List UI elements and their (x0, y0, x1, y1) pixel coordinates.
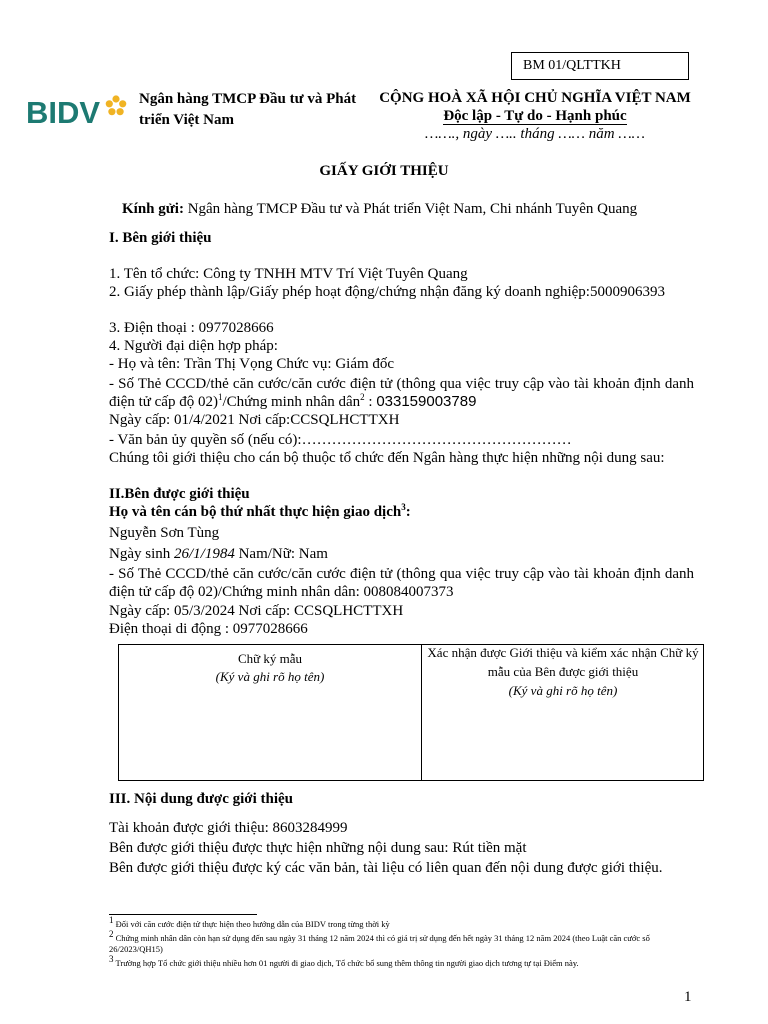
footnote-ref-2: 2 (360, 392, 365, 402)
rep-id-sep: : (364, 394, 377, 410)
intro-text: Chúng tôi giới thiệu cho cán bộ thuộc tổ chức đến Ngân hàng thực hiện những nội dung sau: (109, 450, 665, 466)
form-code-box (511, 52, 689, 80)
section2-heading: II.Bên được giới thiệu (109, 486, 250, 502)
person-dob (109, 545, 694, 563)
license-number: 2. Giấy phép thành lập/Giấy phép hoạt động/chứng nhận đăng ký doanh nghiệp:5000906393 (109, 284, 665, 300)
rep-id-text: - Số Thẻ CCCD/thẻ căn cước/căn cước điện tử (thông qua việc truy cập vào tài khoản định danh điện tử cấp độ 02) (109, 376, 694, 410)
footnote-ref-1: 1 (217, 392, 223, 402)
authorization-doc: - Văn bản ủy quyền số (nếu có):……………………………………………… (109, 432, 572, 448)
signature-table-divider (421, 644, 422, 781)
rep-id-number: 033159003789 (376, 393, 477, 410)
signature-sample-title: Chữ ký mẫu (237, 651, 303, 666)
bank-name: Ngân hàng TMCP Đầu tư và Phát triển Việt Nam (139, 91, 357, 128)
motto-text: Độc lập - Tự do - Hạnh phúc (443, 108, 627, 124)
footnote-2-num: 2 (109, 929, 114, 940)
rep-id-text-cont: /Chứng minh nhân dân (222, 394, 361, 410)
signature-confirm-cell (423, 643, 703, 700)
person-id-issue: Ngày cấp: 05/3/2024 Nơi cấp: CCSQLHCTTXH (109, 603, 404, 619)
recipient-line (122, 200, 722, 218)
representative-name: - Họ và tên: Trần Thị Vọng Chức vụ: Giám đốc (109, 356, 395, 372)
signature-confirm-title: Xác nhận được Giới thiệu và kiểm xác nhận Chữ ký mẫu của Bên được giới thiệu (427, 645, 699, 679)
national-title: CỘNG HOÀ XÃ HỘI CHỦ NGHĨA VIỆT NAM (379, 90, 691, 106)
national-motto (360, 107, 710, 126)
footnote-3 (109, 954, 699, 969)
date-line: ……., ngày ….. tháng …… năm …… (424, 126, 646, 142)
flower-icon (106, 95, 127, 115)
dob-value: 26/1/1984 (174, 546, 235, 562)
section1-heading: I. Bên giới thiệu (109, 230, 212, 246)
person-id: - Số Thẻ CCCD/thẻ căn cước/căn cước điện tử (thông qua việc truy cập vào tài khoản định danh điện tử cấp độ 02)/Chứng minh nhân dân: 008084007373 (109, 566, 694, 600)
representative-id-issue: Ngày cấp: 01/4/2021 Nơi cấp:CCSQLHCTTXH (109, 412, 400, 428)
footnote-divider (109, 914, 257, 915)
logo-wordmark: BIDV (26, 95, 101, 129)
footnote-2 (109, 929, 699, 955)
section3-heading: III. Nội dung được giới thiệu (109, 791, 293, 807)
document-title: GIẤY GIỚI THIỆU (319, 163, 449, 179)
signature-sample-cell (119, 650, 421, 686)
org-name: 1. Tên tổ chức: Công ty TNHH MTV Trí Việt Tuyên Quang (109, 266, 468, 282)
person-mobile: Điện thoại di động : 0977028666 (109, 621, 308, 637)
form-code: BM 01/QLTTKH (523, 58, 621, 73)
recipient-text: Ngân hàng TMCP Đầu tư và Phát triển Việt Nam, Chi nhánh Tuyên Quang (183, 201, 638, 217)
account-number: Tài khoản được giới thiệu: 8603284999 (109, 820, 348, 836)
representative-id (109, 375, 694, 411)
signature-confirm-note: (Ký và ghi rõ họ tên) (508, 683, 618, 698)
representative-label: 4. Người đại diện hợp pháp: (109, 338, 278, 354)
footnote-3-num: 3 (109, 954, 114, 965)
page-number: 1 (684, 989, 692, 1005)
document-signing: Bên được giới thiệu được ký các văn bản, tài liệu có liên quan đến nội dung được giới thiệu. (109, 860, 663, 876)
subheading-end: : (405, 504, 411, 520)
signature-sample-note: (Ký và ghi rõ họ tên) (215, 669, 325, 684)
bidv-logo-graphic (26, 93, 130, 129)
footnote-1-text: Đối với căn cước điện tử thực hiện theo hướng dẫn của BIDV trong từng thời kỳ (113, 919, 390, 929)
section2-subheading (109, 503, 694, 521)
footnote-1 (109, 915, 699, 930)
permitted-content: Bên được giới thiệu được thực hiện những nội dung sau: Rút tiền mặt (109, 840, 527, 856)
person-name: Nguyễn Sơn Tùng (109, 525, 220, 541)
gender: Nam/Nữ: Nam (234, 546, 328, 562)
subheading-text: Họ và tên cán bộ thứ nhất thực hiện giao dịch (109, 504, 402, 520)
org-phone: 3. Điện thoại : 0977028666 (109, 320, 274, 336)
recipient-label: Kính gửi: (122, 201, 184, 217)
footnote-3-text: Trường hợp Tổ chức giới thiệu nhiều hơn 01 người đi giao dịch, Tổ chức bổ sung thêm thông tin người giao dịch tương tự tại Điểm này. (113, 958, 579, 968)
footnote-1-num: 1 (109, 915, 114, 926)
dob-label: Ngày sinh (109, 546, 174, 562)
footnote-2-text: Chứng minh nhân dân còn hạn sử dụng đến sau ngày 31 tháng 12 năm 2024 thì có giá trị sử dụng đến hết ngày 31 tháng 12 năm 2024 (theo Luật căn cước số 26/2023/QH15) (109, 933, 650, 954)
bidv-logo (26, 93, 130, 129)
footnote-ref-3: 3 (401, 502, 406, 512)
